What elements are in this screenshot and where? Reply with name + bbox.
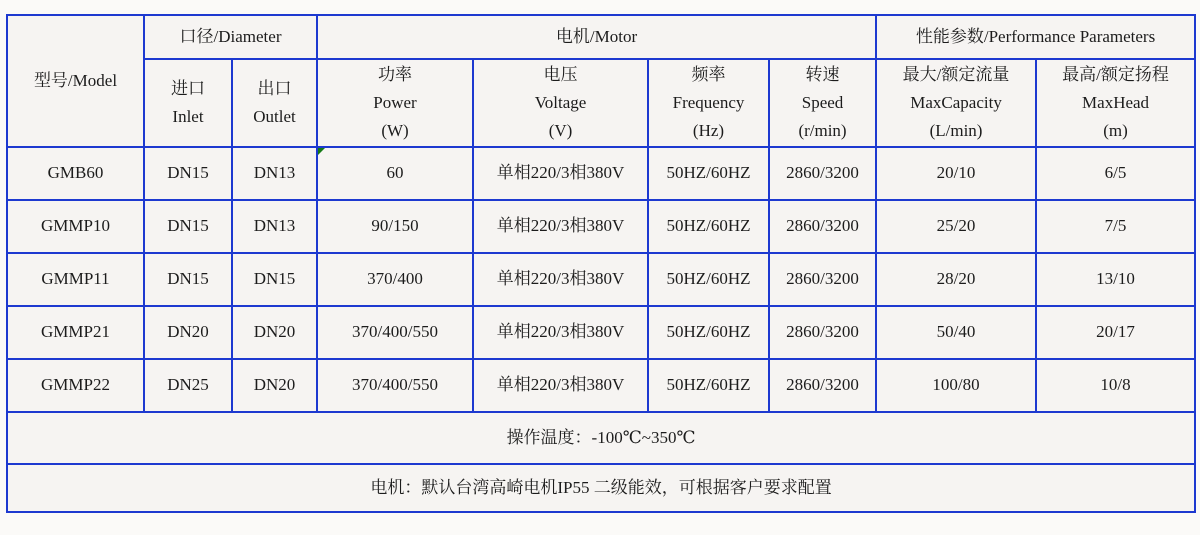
cell-model: GMB60	[7, 147, 144, 200]
header-line: (m)	[1103, 121, 1128, 141]
cell-power: 370/400	[317, 253, 473, 306]
header-line: 出口	[257, 78, 292, 98]
table-row	[7, 359, 1195, 412]
cell-model: GMMP10	[7, 200, 144, 253]
cell-inlet: DN15	[144, 200, 232, 253]
header-line: 转速	[805, 64, 840, 84]
header-outlet	[232, 59, 317, 147]
cell-max-capacity: 100/80	[876, 359, 1036, 412]
footer-temperature-row	[7, 412, 1195, 464]
cell-model: GMMP21	[7, 306, 144, 359]
header-line: Speed	[801, 92, 844, 112]
header-line: 功率	[378, 64, 412, 84]
cell-voltage: 单相220/3相380V	[473, 306, 648, 359]
header-line: (r/min)	[798, 121, 847, 141]
cell-speed: 2860/3200	[769, 306, 876, 359]
cell-frequency: 50HZ/60HZ	[648, 253, 769, 306]
cell-outlet: DN20	[232, 359, 317, 412]
cell-outlet: DN15	[232, 253, 317, 306]
cell-frequency: 50HZ/60HZ	[648, 147, 769, 200]
header-power	[317, 59, 473, 147]
cell-max-head: 13/10	[1036, 253, 1195, 306]
cell-inlet: DN25	[144, 359, 232, 412]
header-line: Outlet	[253, 107, 296, 126]
cell-inlet: DN15	[144, 253, 232, 306]
cell-max-capacity: 20/10	[876, 147, 1036, 200]
header-group-row	[7, 15, 1195, 59]
header-model: 型号/Model	[7, 15, 144, 147]
header-line: 最高/额定扬程	[1062, 64, 1169, 84]
cell-max-capacity: 25/20	[876, 200, 1036, 253]
header-max-head	[1036, 59, 1195, 147]
cell-voltage: 单相220/3相380V	[473, 253, 648, 306]
header-line: (V)	[548, 121, 573, 141]
cell-outlet: DN13	[232, 147, 317, 200]
cell-outlet: DN20	[232, 306, 317, 359]
cell-power	[317, 147, 473, 200]
cell-power: 370/400/550	[317, 306, 473, 359]
cell-max-head: 7/5	[1036, 200, 1195, 253]
header-line: (W)	[381, 121, 409, 141]
operating-temperature-note: 操作温度：-100℃~350℃	[7, 412, 1195, 464]
header-line: 频率	[691, 64, 726, 84]
cell-voltage: 单相220/3相380V	[473, 359, 648, 412]
table-row	[7, 253, 1195, 306]
cell-max-capacity: 50/40	[876, 306, 1036, 359]
cell-frequency: 50HZ/60HZ	[648, 200, 769, 253]
header-max-capacity	[876, 59, 1036, 147]
header-line: Power	[373, 92, 417, 112]
cell-frequency: 50HZ/60HZ	[648, 359, 769, 412]
header-sub-row	[7, 59, 1195, 147]
header-line: 进口	[171, 78, 205, 98]
header-frequency	[648, 59, 769, 147]
cell-speed: 2860/3200	[769, 147, 876, 200]
cell-inlet: DN20	[144, 306, 232, 359]
cell-max-capacity: 28/20	[876, 253, 1036, 306]
cell-model: GMMP11	[7, 253, 144, 306]
header-performance-group: 性能参数/Performance Parameters	[876, 15, 1195, 59]
table-row	[7, 306, 1195, 359]
header-line: (Hz)	[692, 121, 725, 141]
cell-speed: 2860/3200	[769, 253, 876, 306]
cell-outlet: DN13	[232, 200, 317, 253]
header-line: Frequency	[672, 92, 745, 112]
header-voltage	[473, 59, 648, 147]
header-line: 电压	[543, 64, 578, 84]
header-inlet	[144, 59, 232, 147]
cell-power: 370/400/550	[317, 359, 473, 412]
header-line: Inlet	[172, 107, 204, 126]
cell-power: 90/150	[317, 200, 473, 253]
cell-voltage: 单相220/3相380V	[473, 147, 648, 200]
table-row	[7, 200, 1195, 253]
header-line: 最大/额定流量	[902, 64, 1010, 84]
motor-config-note: 电机：默认台湾高崎电机IP55 二级能效，可根据客户要求配置	[7, 464, 1195, 512]
cell-max-head: 10/8	[1036, 359, 1195, 412]
cell-max-head: 6/5	[1036, 147, 1195, 200]
cell-comment-flag-icon	[318, 148, 325, 155]
cell-frequency: 50HZ/60HZ	[648, 306, 769, 359]
cell-speed: 2860/3200	[769, 200, 876, 253]
header-line: MaxHead	[1082, 92, 1150, 112]
header-line: (L/min)	[929, 121, 983, 141]
cell-voltage: 单相220/3相380V	[473, 200, 648, 253]
header-line: MaxCapacity	[910, 92, 1002, 112]
cell-power-value: 60	[386, 163, 404, 183]
header-line: Voltage	[534, 92, 587, 112]
cell-speed: 2860/3200	[769, 359, 876, 412]
header-diameter-group: 口径/Diameter	[144, 15, 317, 59]
table-row	[7, 147, 1195, 200]
pump-specification-table	[6, 14, 1196, 513]
cell-model: GMMP22	[7, 359, 144, 412]
header-speed	[769, 59, 876, 147]
footer-motor-row	[7, 464, 1195, 512]
header-motor-group: 电机/Motor	[317, 15, 876, 59]
cell-inlet: DN15	[144, 147, 232, 200]
cell-max-head: 20/17	[1036, 306, 1195, 359]
